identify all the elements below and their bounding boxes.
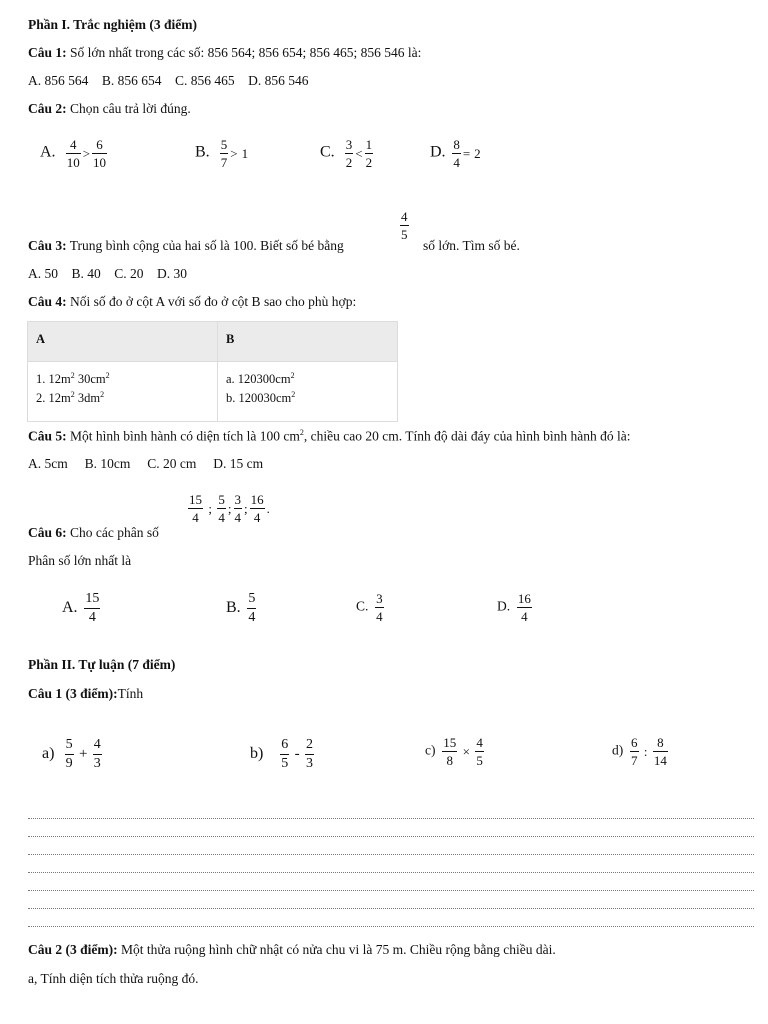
question-1-options: [28, 73, 309, 89]
question-text: Cho các phân số: [70, 525, 159, 540]
option: C. 20: [114, 266, 144, 281]
fraction: $\frac{3}{4}$: [234, 492, 241, 525]
option-letter: C.: [320, 143, 335, 161]
fraction: $\frac{6}{5}$: [281, 737, 289, 771]
answer-line: [28, 818, 754, 819]
option: A. 856 564: [28, 73, 89, 88]
question-text: Trung bình cộng của hai số là 100. Biết số bé bằng: [69, 238, 344, 253]
q6-answer-d: D. $\frac{16}{4}$: [497, 591, 531, 624]
fraction: $\frac{5}{4}$: [218, 492, 225, 525]
question-3-options: [28, 266, 187, 282]
rhs: 1: [241, 145, 249, 161]
fraction: $\frac{16}{4}$: [517, 591, 531, 624]
list-item: 2. $12m^2$ $3dm^2$: [36, 389, 105, 406]
question-label: Câu 1:: [28, 45, 67, 60]
question-label: Câu 2:: [28, 101, 67, 116]
question-label: Câu 6:: [28, 525, 67, 540]
fraction: $\frac{3}{2}$: [345, 137, 353, 170]
list-item: 1. $12m^2$ $30cm^2$: [36, 371, 110, 387]
fraction: $\frac{4}{5}$: [476, 735, 483, 768]
fraction: $\frac{8}{14}$: [653, 735, 667, 768]
fraction: $\frac{2}{3}$: [305, 737, 313, 771]
column-b-header: B: [218, 322, 398, 362]
exercise-d: d) $\frac{6}{7}$ : $\frac{8}{14}$: [612, 735, 667, 768]
answer-line: [28, 908, 754, 909]
fraction: $\frac{6}{10}$: [93, 137, 107, 170]
relation: =: [462, 145, 471, 161]
table-row: [28, 362, 398, 422]
question-text: Tính: [117, 686, 144, 701]
option-letter: A.: [40, 143, 56, 161]
fraction: $\frac{16}{4}$: [250, 492, 264, 525]
list-item: a. $120300cm^2$: [226, 371, 295, 387]
option: A. 50: [28, 266, 58, 281]
q6-answer-a: A. $\frac{15}{4}$: [62, 591, 100, 625]
option-letter: B.: [195, 143, 210, 161]
column-a-header: A: [28, 322, 218, 362]
question-text: Nối số đo ở cột A với số đo ở cột B sao cho phù hợp:: [70, 294, 357, 309]
answer-line: [28, 854, 754, 855]
question-label: Câu 3:: [28, 238, 67, 253]
option: C. 20 cm: [147, 456, 197, 471]
q6-answer-b: B. $\frac{5}{4}$: [226, 591, 256, 625]
exercise-c: c) $\frac{15}{8}$ × $\frac{4}{5}$: [425, 735, 483, 768]
fraction: $\frac{4}{10}$: [66, 137, 80, 170]
option: D. 15 cm: [213, 456, 264, 471]
question-label: Câu 1 (3 điểm):: [28, 686, 118, 701]
question-label: Câu 2 (3 điểm):: [28, 942, 118, 957]
q6-fraction-list: $\frac{15}{4}$ ; $\frac{5}{4}$ ; $\frac{3}{4}$ ; $\frac{16}{4}$ .: [189, 492, 270, 525]
fraction: $\frac{4}{3}$: [93, 737, 101, 771]
option: B. 40: [71, 266, 101, 281]
option: C. 856 465: [175, 73, 235, 88]
question-5-options: [28, 456, 263, 472]
option: B. 856 654: [101, 73, 162, 88]
fraction: $\frac{5}{4}$: [248, 591, 256, 625]
q3-fraction: $\frac{4}{5}$: [401, 209, 408, 242]
question-6: [28, 525, 159, 541]
fraction: $\frac{8}{4}$: [453, 137, 460, 170]
question-label: Câu 5:: [28, 428, 67, 444]
q2-option-b: [195, 138, 250, 169]
fraction: $\frac{5}{9}$: [65, 737, 73, 771]
column-b-cell: [218, 362, 398, 422]
matching-table: [27, 321, 398, 422]
part2-question-2: [28, 942, 556, 958]
question-2: [28, 101, 191, 117]
question-1: [28, 45, 421, 61]
table-header-row: [28, 322, 398, 362]
option: B. 10cm: [84, 456, 131, 471]
fraction: $\frac{6}{7}$: [631, 735, 638, 768]
answer-line: [28, 872, 754, 873]
fraction: $\frac{15}{8}$: [443, 735, 457, 768]
fraction: $\frac{15}{4}$: [189, 492, 202, 525]
q2-option-c: [320, 138, 373, 169]
question-3-text-after: số lớn. Tìm số bé.: [423, 238, 520, 253]
option: A. 5cm: [28, 456, 68, 471]
question-6-subtext: Phân số lớn nhất là: [28, 553, 132, 568]
part2-title: Phần II. Tự luận (7 điểm): [28, 657, 176, 672]
q2-option-d: [430, 138, 483, 169]
relation: >: [230, 145, 238, 161]
column-a-cell: [28, 362, 218, 422]
fraction: $\frac{15}{4}$: [85, 591, 100, 625]
rhs: 2: [474, 145, 481, 161]
part1-title: Phần I. Trắc nghiệm (3 điểm): [28, 17, 198, 32]
answer-line: [28, 890, 754, 891]
question-3: [28, 238, 344, 254]
q6-answer-c: C. $\frac{3}{4}$: [356, 591, 383, 624]
part2-question-2-sub-a: a, Tính diện tích thửa ruộng đó.: [28, 971, 199, 986]
option: D. 856 546: [248, 73, 309, 88]
option: D. 30: [157, 266, 188, 281]
relation: >: [82, 145, 91, 161]
question-label: Câu 4:: [28, 294, 67, 309]
fraction: $\frac{1}{2}$: [365, 137, 373, 170]
answer-line: [28, 926, 754, 927]
question-text: Số lớn nhất trong các số: 856 564; 856 654; 856 465; 856 546 là:: [70, 45, 422, 60]
q2-option-a: [40, 138, 107, 169]
relation: <: [355, 145, 363, 161]
question-text: Chọn câu trả lời đúng.: [70, 101, 191, 116]
option-letter: D.: [430, 143, 446, 161]
fraction: $\frac{5}{7}$: [220, 137, 228, 170]
part2-question-1: [28, 686, 143, 702]
exercise-a: a) $\frac{5}{9}$ + $\frac{4}{3}$: [42, 737, 101, 771]
fraction: $\frac{3}{4}$: [376, 591, 383, 624]
question-text: Một thửa ruộng hình chữ nhật có nửa chu vi là 75 m. Chiều rộng bằng chiều dài.: [121, 942, 556, 957]
answer-line: [28, 836, 754, 837]
exercise-b: b) $\frac{6}{5}$ - $\frac{2}{3}$: [250, 737, 313, 771]
question-5: Câu 5: Một hình bình hành có diện tích là 100 $cm^2$, chiều cao 20 cm. Tính độ dài đáy của hình bình hành đó là:: [28, 428, 631, 444]
question-4: [28, 294, 356, 310]
list-item: b. $120030cm^2$: [226, 389, 296, 406]
